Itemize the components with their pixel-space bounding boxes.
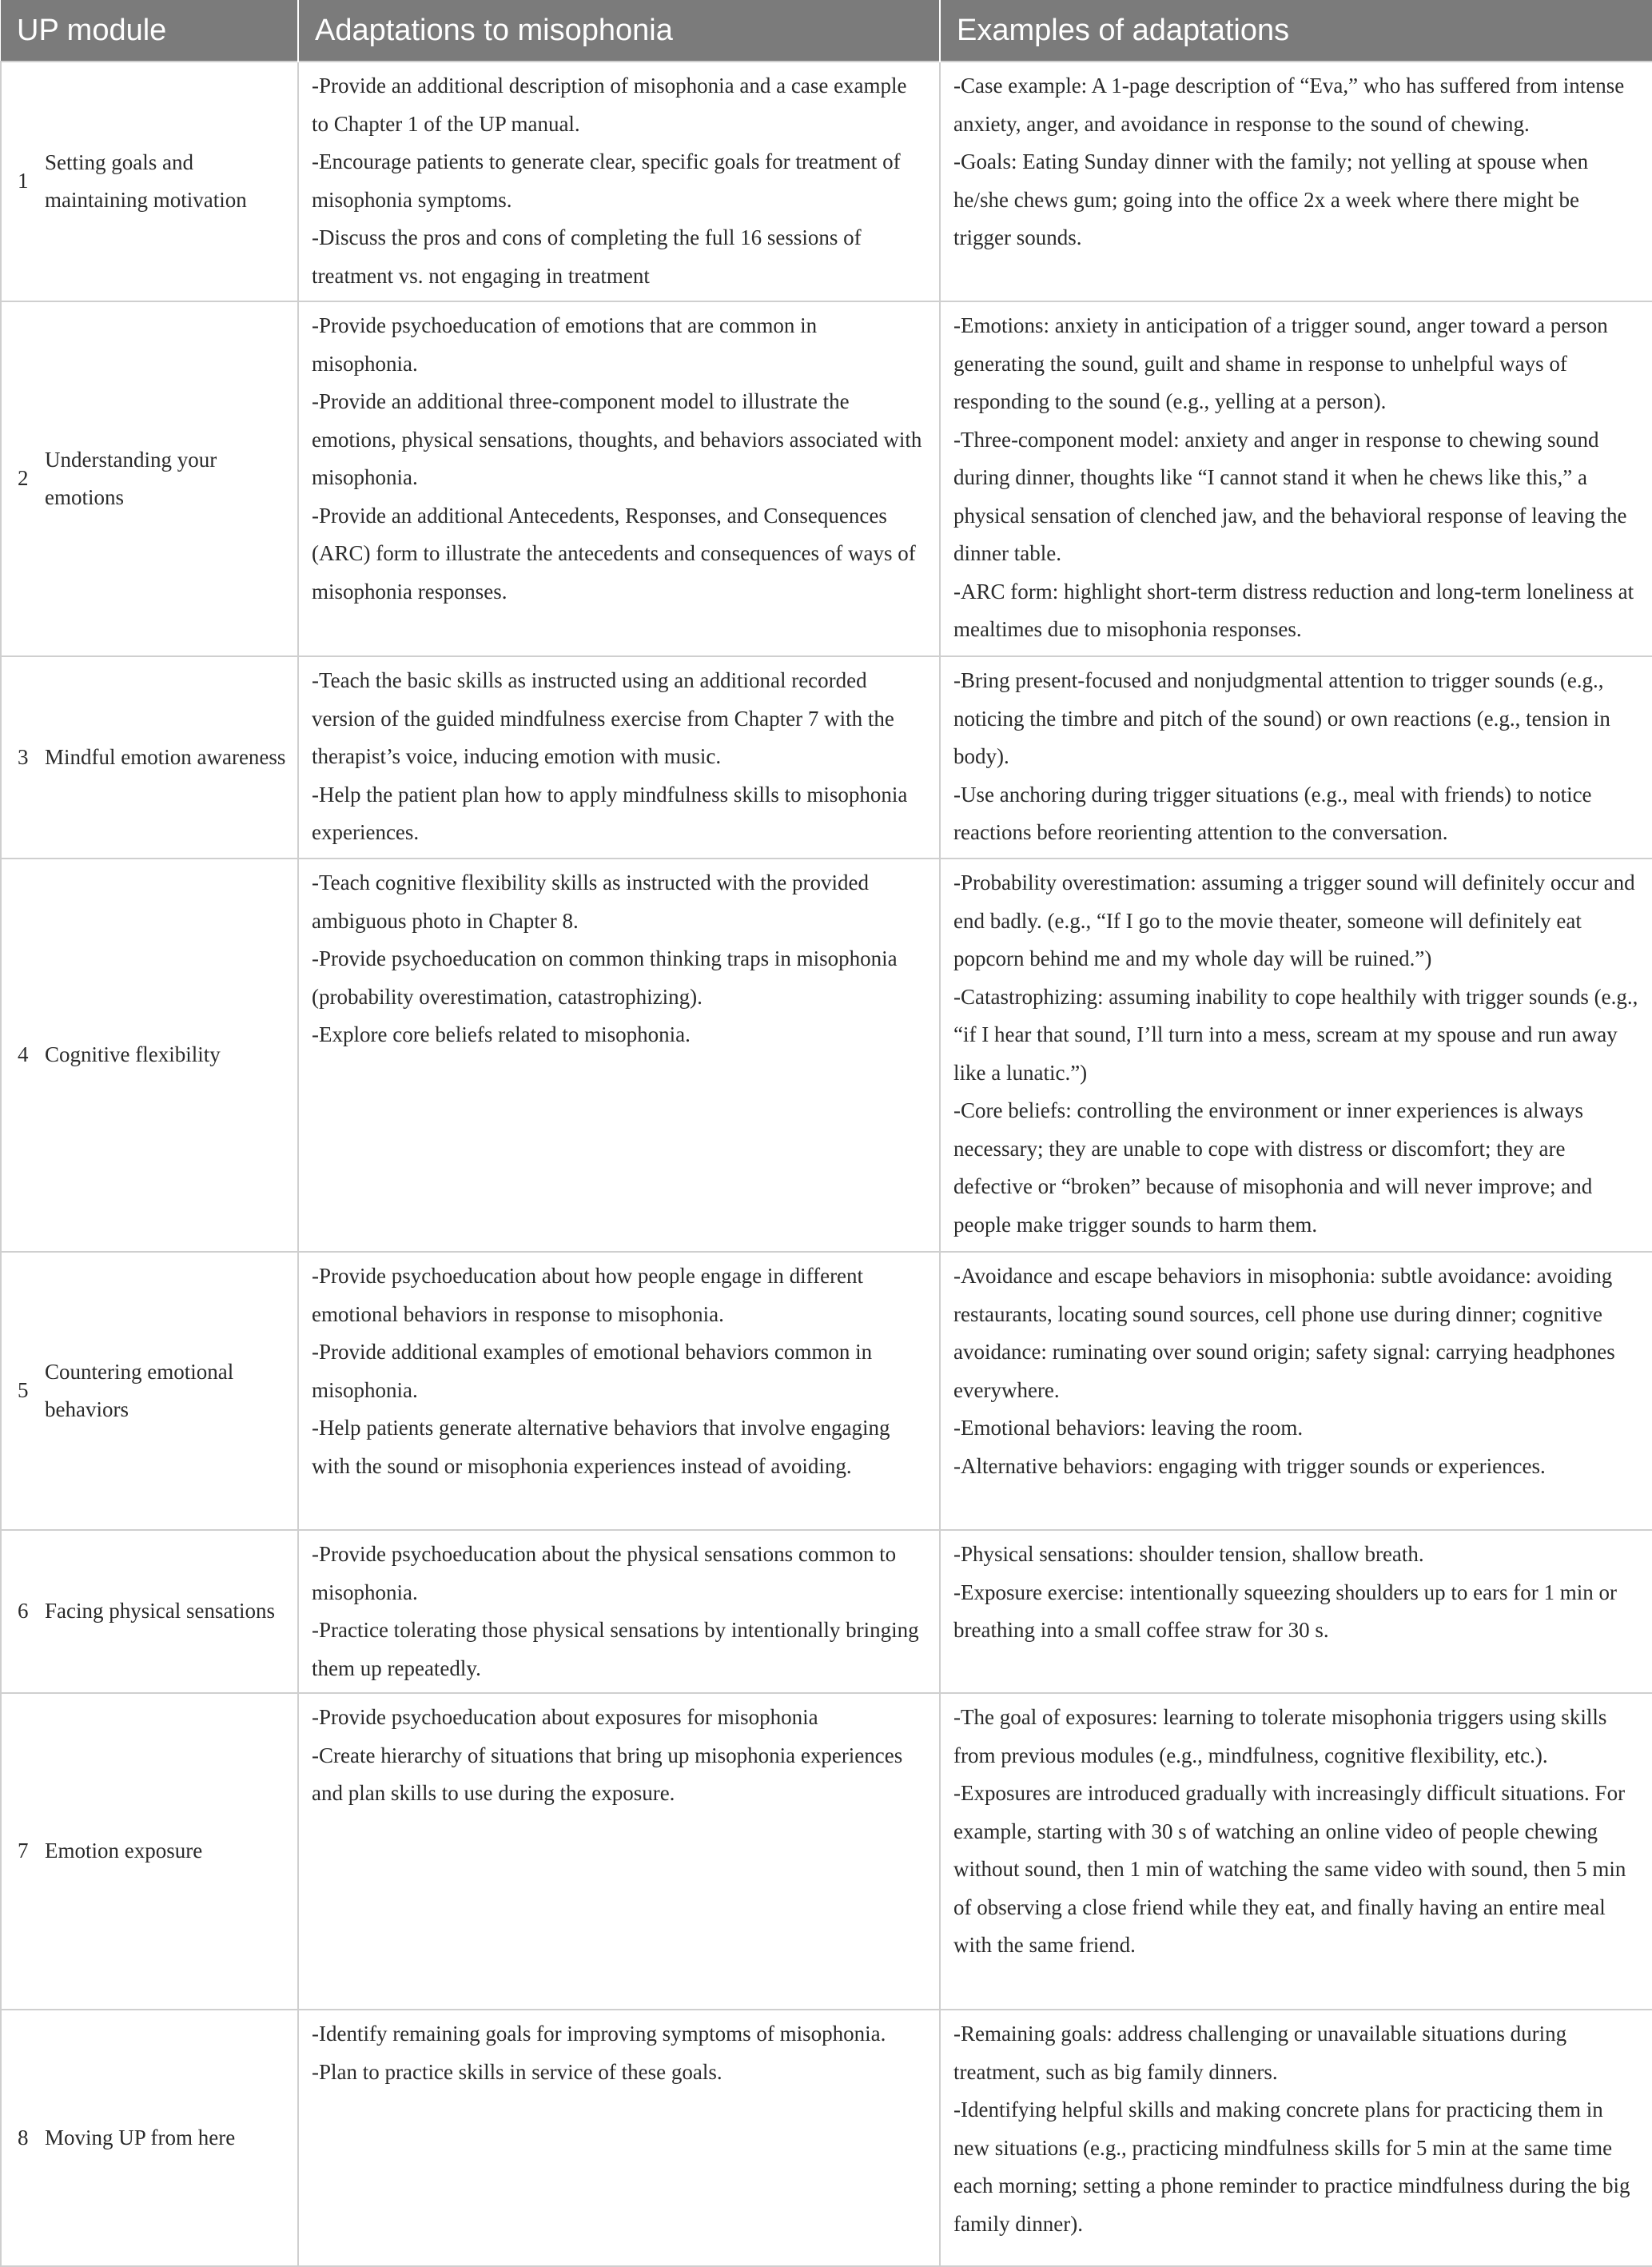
adaptations-cell [298,2010,940,2266]
adaptations-cell [298,1530,940,1693]
table-row [1,1530,1652,1693]
example-item: -Physical sensations: shoulder tension, shallow breath. [953,1542,1424,1566]
header-row [1,0,1652,62]
adaptation-item: -Identify remaining goals for improving symptoms of misophonia. [312,2022,886,2046]
example-item: -Bring present-focused and nonjudgmental attention to trigger sounds (e.g., noticing the timbre and pitch of the sound) or own reactions (e.g., tension in body). [953,668,1610,768]
adaptation-item: -Provide additional examples of emotional behaviors common in misophonia. [312,1340,873,1402]
adaptation-item: -Provide psychoeducation of emotions that are common in misophonia. [312,313,818,376]
example-item: -Remaining goals: address challenging or unavailable situations during treatment, such as big family dinners. [953,2022,1567,2084]
example-item: -Probability overestimation: assuming a trigger sound will definitely occur and end badly. (e.g., “If I go to the movie theater, someone will definitely eat popcorn behind me and my whole day will be ruined.”) [953,871,1635,970]
module-number: 5 [18,1378,29,1403]
module-name: Moving UP from here [45,2125,236,2149]
header-examples: Examples of adaptations [940,0,1652,62]
examples-cell [940,2010,1652,2266]
examples-cell [940,1252,1652,1530]
module-number: 4 [18,1042,29,1067]
adaptation-item: -Practice tolerating those physical sensations by intentionally bringing them up repeatedly. [312,1618,919,1680]
adaptation-item: -Encourage patients to generate clear, specific goals for treatment of misophonia symptoms. [312,149,901,212]
adaptation-item: -Help patients generate alternative behaviors that involve engaging with the sound or misophonia experiences instead of avoiding. [312,1416,890,1478]
adaptation-item: -Provide an additional Antecedents, Responses, and Consequences (ARC) form to illustrate the antecedents and consequences of ways of misophonia responses. [312,503,916,604]
module-number: 7 [18,1839,29,1863]
adaptation-item: -Discuss the pros and cons of completing the full 16 sessions of treatment vs. not engaging in treatment [312,225,862,288]
adaptations-cell [298,1693,940,2010]
adaptation-item: -Create hierarchy of situations that bring up misophonia experiences and plan skills to use during the exposure. [312,1743,903,1805]
adaptation-item: -Teach cognitive flexibility skills as instructed with the provided ambiguous photo in Chapter 8. [312,871,869,933]
example-item: -The goal of exposures: learning to tolerate misophonia triggers using skills from previous modules (e.g., mindfulness, cognitive flexibility, etc.). [953,1705,1607,1767]
module-name: Facing physical sensations [45,1599,275,1624]
examples-cell [940,1693,1652,2010]
module-cell [1,859,298,1252]
module-cell [1,62,298,301]
module-number: 6 [18,1599,29,1624]
adaptation-item: -Provide psychoeducation on common thinking traps in misophonia (probability overestimation, catastrophizing). [312,946,898,1009]
table-row [1,1252,1652,1530]
adaptations-cell [298,301,940,656]
example-item: -Case example: A 1-page description of “Eva,” who has suffered from intense anxiety, anger, and avoidance in response to the sound of chewing. [953,74,1625,136]
module-name: Emotion exposure [45,1839,203,1863]
adaptation-item: -Plan to practice skills in service of these goals. [312,2059,723,2084]
module-cell [1,656,298,859]
example-item: -Emotional behaviors: leaving the room. [953,1416,1304,1440]
example-item: -Use anchoring during trigger situations (e.g., meal with friends) to notice reactions before reorienting attention to the conversation. [953,782,1592,844]
example-item: -Three-component model: anxiety and anger in response to chewing sound during dinner, thoughts like “I cannot stand it when he chews like this,” a physical sensation of clenched jaw, and the behavioral response of leaving the dinner table. [953,427,1627,565]
adaptation-item: -Provide an additional description of misophonia and a case example to Chapter 1 of the UP manual. [312,74,907,136]
module-number: 3 [18,744,29,769]
adaptation-item: -Provide psychoeducation about how people engage in different emotional behaviors in response to misophonia. [312,1264,864,1326]
header-up-module: UP module [1,0,298,62]
module-cell [1,1530,298,1693]
table-row [1,859,1652,1252]
example-item: -Identifying helpful skills and making concrete plans for practicing them in new situations (e.g., practicing mindfulness skills for 5 min at the same time each morning; setting a phone reminder to practice mindfulness during the big family dinner). [953,2098,1630,2236]
adaptations-cell [298,656,940,859]
example-item: -Goals: Eating Sunday dinner with the family; not yelling at spouse when he/she chews gum; going into the office 2x a week where there might be trigger sounds. [953,149,1589,249]
module-number: 2 [18,466,29,491]
example-item: -Catastrophizing: assuming inability to cope healthily with trigger sounds (e.g., “if I hear that sound, I’ll turn into a mess, scream at my spouse and run away like a lunatic.”) [953,984,1638,1085]
module-cell [1,1693,298,2010]
module-name: Cognitive flexibility [45,1042,221,1067]
adaptation-item: -Explore core beliefs related to misophonia. [312,1022,691,1046]
example-item: -Core beliefs: controlling the environment or inner experiences is always necessary; they are unable to cope with distress or discomfort; they are defective or “broken” because of misophonia and will never improve; and people make trigger sounds to harm them. [953,1098,1593,1237]
table-row [1,656,1652,859]
header-adaptations: Adaptations to misophonia [298,0,940,62]
example-item: -ARC form: highlight short-term distress reduction and long-term loneliness at mealtimes due to misophonia responses. [953,579,1634,641]
adaptations-cell [298,859,940,1252]
examples-cell [940,301,1652,656]
module-number: 8 [18,2125,29,2149]
table-row [1,2010,1652,2266]
example-item: -Avoidance and escape behaviors in misophonia: subtle avoidance: avoiding restaurants, locating sound sources, cell phone use during dinner; cognitive avoidance: ruminating over sound origin; safety signal: carrying headphones everywhere. [953,1264,1615,1402]
table-row [1,1693,1652,2010]
adaptation-item: -Help the patient plan how to apply mindfulness skills to misophonia experiences. [312,782,908,844]
module-name: Mindful emotion awareness [45,744,286,769]
example-item: -Exposure exercise: intentionally squeezing shoulders up to ears for 1 min or breathing into a small coffee straw for 30 s. [953,1580,1618,1642]
table-row [1,301,1652,656]
table-row [1,62,1652,301]
adaptation-item: -Provide psychoeducation about the physical sensations common to misophonia. [312,1542,897,1604]
examples-cell [940,1530,1652,1693]
examples-cell [940,62,1652,301]
adaptations-cell [298,1252,940,1530]
module-name: Setting goals and maintaining motivation [45,149,247,212]
examples-cell [940,656,1652,859]
example-item: -Alternative behaviors: engaging with trigger sounds or experiences. [953,1453,1546,1478]
adaptations-cell [298,62,940,301]
example-item: -Emotions: anxiety in anticipation of a trigger sound, anger toward a person generating the sound, guilt and shame in response to unhelpful ways of responding to the sound (e.g., yelling at a person). [953,313,1608,413]
module-name: Countering emotional behaviors [45,1359,234,1421]
adaptation-item: -Provide psychoeducation about exposures for misophonia [312,1705,818,1729]
module-cell [1,1252,298,1530]
adaptation-item: -Provide an additional three-component model to illustrate the emotions, physical sensations, thoughts, and behaviors associated with misophonia. [312,389,922,489]
module-name: Understanding your emotions [45,447,217,509]
module-number: 1 [18,169,29,193]
example-item: -Exposures are introduced gradually with increasingly difficult situations. For example, starting with 30 s of watching an online video of people chewing without sound, then 1 min of watching the same video with sound, then 5 min of observing a close friend while they eat, and finally having an entire meal with the same friend. [953,1781,1626,1957]
module-cell [1,301,298,656]
module-cell [1,2010,298,2266]
examples-cell [940,859,1652,1252]
adaptation-item: -Teach the basic skills as instructed using an additional recorded version of the guided mindfulness exercise from Chapter 7 with the therapist’s voice, inducing emotion with music. [312,668,894,768]
